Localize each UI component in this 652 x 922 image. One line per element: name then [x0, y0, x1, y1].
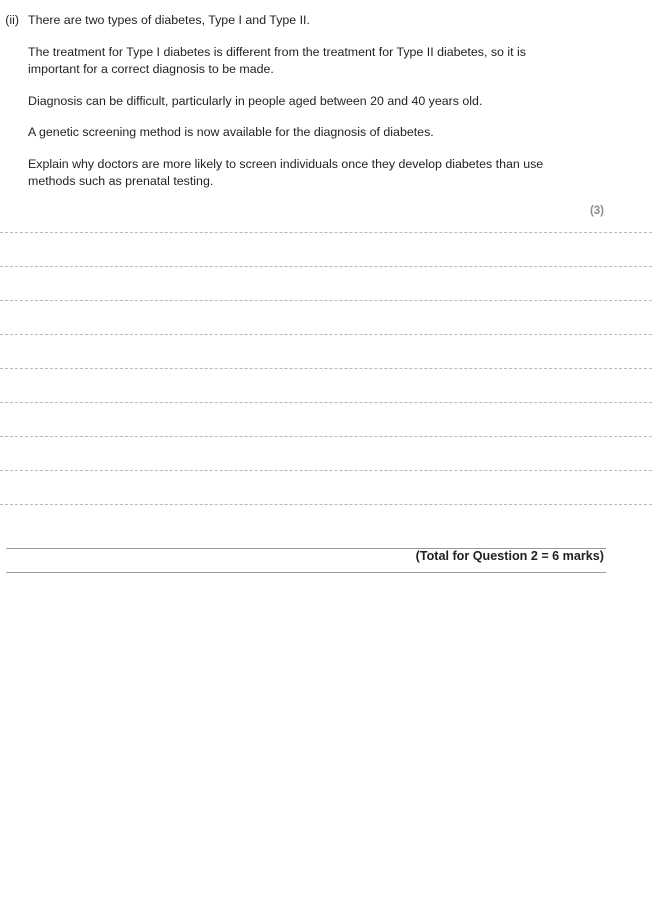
answer-line[interactable]: [0, 334, 652, 335]
answer-line[interactable]: [0, 300, 652, 301]
answer-line[interactable]: [0, 504, 652, 505]
question-paragraph-4: A genetic screening method is now available for the diagnosis of diabetes.: [28, 125, 434, 139]
question-paragraph-2: The treatment for Type I diabetes is different from the treatment for Type II diabetes, so it is important for a correct diagnosis to be made.: [28, 44, 526, 76]
question-paragraph-1: There are two types of diabetes, Type I and Type II.: [28, 13, 310, 27]
question-paragraph-row-5: [0, 156, 652, 191]
question-part-label: (ii): [5, 13, 19, 27]
total-divider-bottom: [6, 572, 606, 573]
question-paragraph-5: Explain why doctors are more likely to screen individuals once they develop diabetes than use methods such as prenatal testing.: [28, 156, 544, 188]
question-paragraph-row-4: [0, 124, 652, 142]
answer-line[interactable]: [0, 368, 652, 369]
total-marks-label: (Total for Question 2 = 6 marks): [415, 549, 604, 563]
marks-row: [0, 205, 652, 227]
question-paragraph-row-2: [0, 44, 652, 79]
question-block: [0, 12, 652, 227]
question-part-row: [0, 12, 652, 30]
answer-line[interactable]: [0, 266, 652, 267]
question-paragraph-row-3: [0, 93, 652, 111]
answer-line[interactable]: [0, 470, 652, 471]
question-paragraph-3: Diagnosis can be difficult, particularly in people aged between 20 and 40 years old.: [28, 93, 483, 108]
marks-allocation: (3): [589, 204, 604, 217]
answer-line[interactable]: [0, 436, 652, 437]
answer-line[interactable]: [0, 232, 652, 233]
answer-lines-area[interactable]: [0, 232, 652, 538]
answer-line[interactable]: [0, 402, 652, 403]
